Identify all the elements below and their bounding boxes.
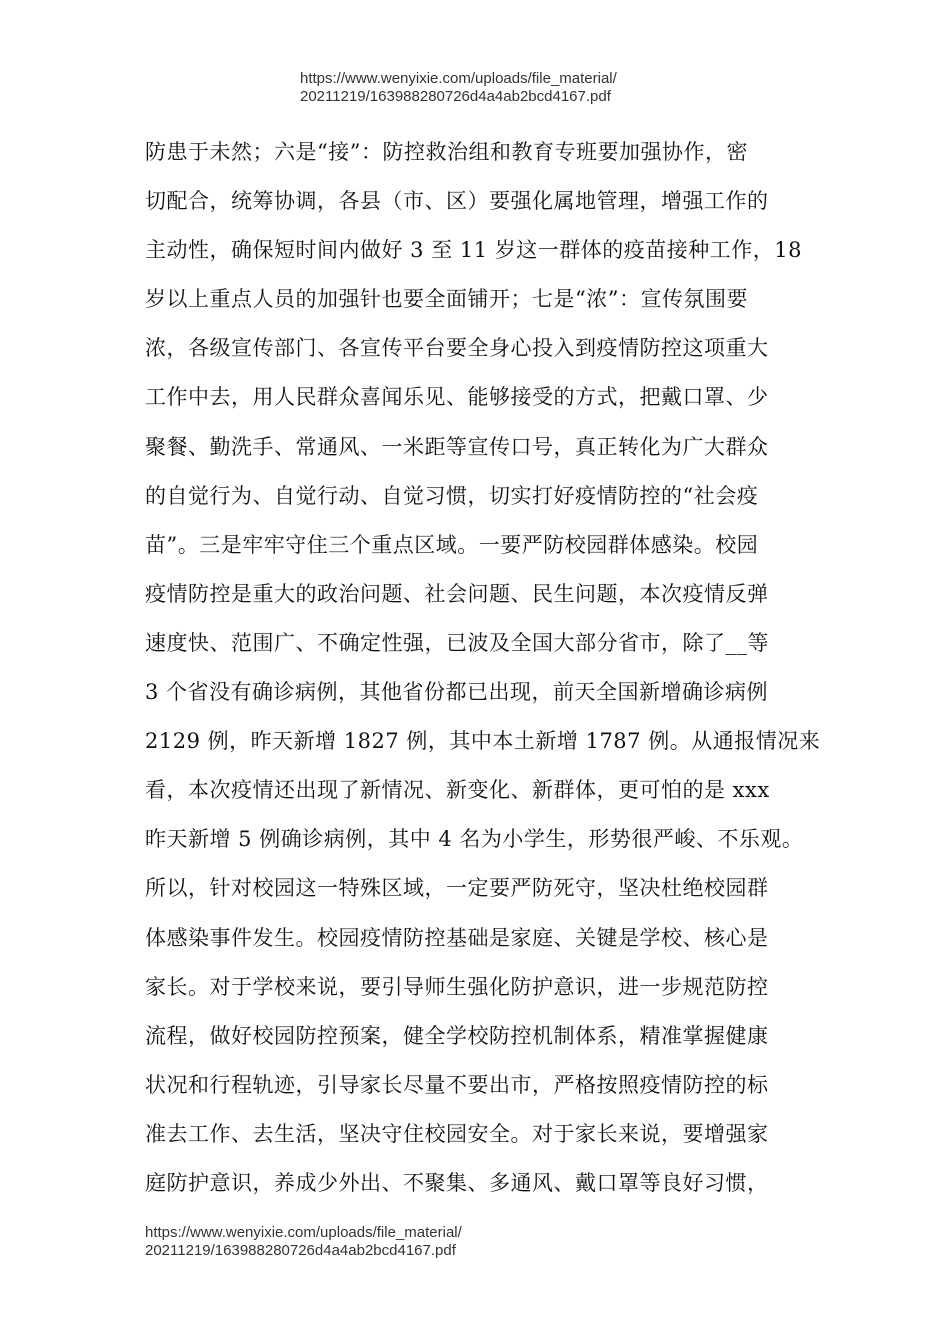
body-line: 主动性，确保短时间内做好 3 至 11 岁这一群体的疫苗接种工作，18	[145, 238, 803, 263]
header-source-url	[300, 70, 617, 106]
footer-url-line-1: https://www.wenyixie.com/uploads/file_material/	[145, 1224, 462, 1241]
footer-url-line-2: 20211219/163988280726d4a4ab2bcd4167.pdf	[145, 1242, 456, 1259]
body-line: 速度快、范围广、不确定性强，已波及全国大部分省市，除了__等	[145, 630, 769, 655]
body-line: 所以，针对校园这一特殊区域，一定要严防死守，坚决杜绝校园群	[145, 876, 769, 901]
body-line: 岁以上重点人员的加强针也要全面铺开；七是“浓”：宣传氛围要	[145, 287, 748, 312]
body-line: 的自觉行为、自觉行动、自觉习惯，切实打好疫情防控的“社会疫	[145, 483, 759, 508]
body-line: 昨天新增 5 例确诊病例，其中 4 名为小学生，形势很严峻、不乐观。	[145, 827, 804, 852]
body-line: 切配合，统筹协调，各县（市、区）要强化属地管理，增强工作的	[145, 189, 769, 214]
body-line: 苗”。三是牢牢守住三个重点区域。一要严防校园群体感染。校园	[145, 532, 759, 557]
footer-source-url	[145, 1224, 462, 1260]
body-line: 防患于未然；六是“接”：防控救治组和教育专班要加强协作，密	[145, 140, 748, 164]
body-line: 看，本次疫情还出现了新情况、新变化、新群体，更可怕的是 xxx	[145, 778, 770, 803]
body-line: 疫情防控是重大的政治问题、社会问题、民生问题，本次疫情反弹	[145, 581, 769, 606]
body-line: 庭防护意识，养成少外出、不聚集、多通风、戴口罩等良好习惯，	[145, 1170, 769, 1195]
body-line: 状况和行程轨迹，引导家长尽量不要出市，严格按照疫情防控的标	[145, 1072, 769, 1097]
body-line: 浓，各级宣传部门、各宣传平台要全身心投入到疫情防控这项重大	[145, 336, 769, 361]
body-line: 2129 例，昨天新增 1827 例，其中本土新增 1787 例。从通报情况来	[145, 729, 821, 754]
body-line: 体感染事件发生。校园疫情防控基础是家庭、关键是学校、核心是	[145, 925, 769, 950]
header-url-line-2: 20211219/163988280726d4a4ab2bcd4167.pdf	[300, 88, 611, 105]
body-line: 3 个省没有确诊病例，其他省份都已出现，前天全国新增确诊病例	[145, 680, 769, 705]
body-line: 流程，做好校园防控预案，健全学校防控机制体系，精准掌握健康	[145, 1023, 769, 1048]
body-line: 准去工作、去生活，坚决守住校园安全。对于家长来说，要增强家	[145, 1121, 769, 1146]
document-body	[145, 128, 845, 1208]
header-url-line-1: https://www.wenyixie.com/uploads/file_material/	[300, 70, 617, 87]
body-line: 工作中去，用人民群众喜闻乐见、能够接受的方式，把戴口罩、少	[145, 385, 769, 410]
body-line: 聚餐、勤洗手、常通风、一米距等宣传口号，真正转化为广大群众	[145, 434, 769, 459]
body-line: 家长。对于学校来说，要引导师生强化防护意识，进一步规范防控	[145, 974, 769, 999]
